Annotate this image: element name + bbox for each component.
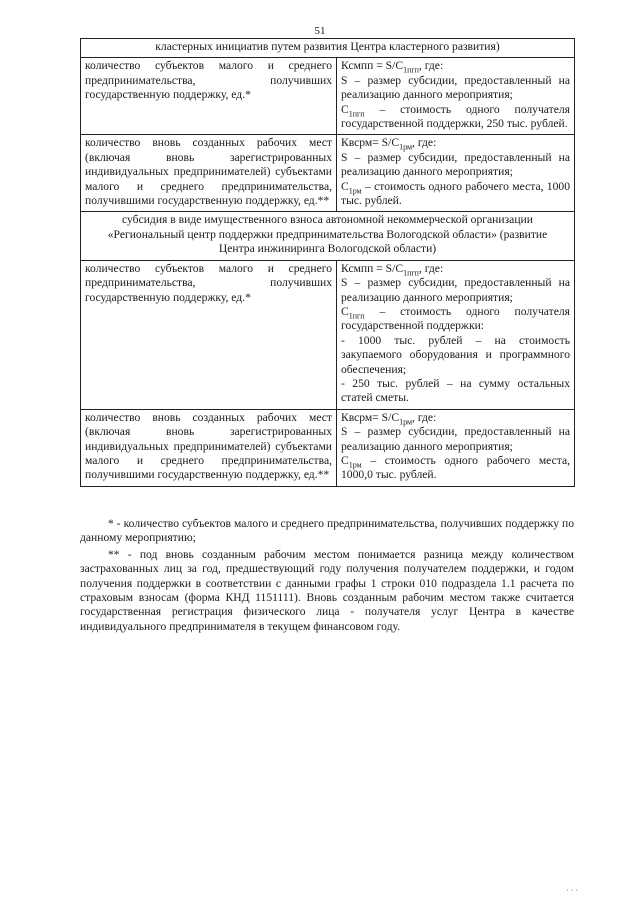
table-row — [81, 409, 575, 486]
scan-mark: · · · — [566, 886, 578, 895]
indicator-cell: количество субъектов малого и среднего предпринимательства, получивших государственную поддержку, ед.* — [81, 58, 337, 135]
table-header-cell: кластерных инициатив путем развития Центра кластерного развития) — [81, 39, 575, 58]
formula-cell — [337, 135, 575, 212]
table-row — [81, 58, 575, 135]
formula-line: Ксмпп = $S/C_{1пгп}$, где: — [341, 59, 444, 75]
c-definition: $C_{1пгп}$ – стоимость одного получателя государственной поддержки: — [341, 304, 570, 333]
formula-cell — [337, 58, 575, 135]
cost-item-other: - 250 тыс. рублей – на сумму остальных статей сметы. — [341, 376, 570, 405]
table-row — [81, 135, 575, 212]
indicator-cell: количество вновь созданных рабочих мест (включая вновь зарегистрированных индивидуальных предпринимателей) субъектами малого и среднего предпринимательства, получившими государственную поддержку, ед.** — [81, 409, 337, 486]
indicator-cell: количество субъектов малого и среднего предпринимательства, получивших государственную поддержку, ед.* — [81, 260, 337, 409]
c-definition: $C_{1рм}$ – стоимость одного рабочего места, 1000,0 тыс. рублей. — [341, 453, 570, 482]
formula-cell — [337, 409, 575, 486]
s-definition: S – размер субсидии, предоставленный на реализацию данного мероприятия; — [341, 73, 570, 102]
s-definition: S – размер субсидии, предоставленный на реализацию данного мероприятия; — [341, 150, 570, 179]
section-header-row — [81, 212, 575, 260]
indicators-table — [80, 38, 575, 487]
table-header-row — [81, 39, 575, 58]
indicator-cell: количество вновь созданных рабочих мест (включая вновь зарегистрированных индивидуальных предпринимателей) субъектами малого и среднего предпринимательства, получившими государственную поддержку, ед.** — [81, 135, 337, 212]
formula-line: Квсрм= $S/C_{1рм}$, где: — [341, 136, 437, 152]
footnote-double-asterisk: ** - под вновь созданным рабочим местом понимается разница между количеством застрахованных лиц за год, предшествующий году получения получателем поддержки, и годом получения поддержки в соответствии с данными графы 1 строки 010 подраздела 1.1 расчета по страховым взносам (форма КНД 1151111). Вновь созданным рабочим местом также считается государственная регистрация физического лица - получателя услуг Центра в качестве индивидуального предпринимателя в текущем финансовом году. — [80, 547, 574, 633]
formula-cell — [337, 260, 575, 409]
s-definition: S – размер субсидии, предоставленный на реализацию данного мероприятия; — [341, 425, 570, 453]
c-definition: $C_{1рм}$ – стоимость одного рабочего места, 1000 тыс. рублей. — [341, 179, 570, 208]
s-definition: S – размер субсидии, предоставленный на реализацию данного мероприятия; — [341, 276, 570, 304]
c-definition: $C_{1пгп}$ – стоимость одного получателя государственной поддержки, 250 тыс. рублей. — [341, 102, 570, 131]
cost-item-equipment: - 1000 тыс. рублей – на стоимость закупаемого оборудования и программного обеспечения; — [341, 333, 570, 376]
table-row — [81, 260, 575, 409]
page-number: 51 — [314, 25, 326, 37]
formula-line: Квсрм= $S/C_{1рм}$, где: — [341, 410, 437, 427]
footnotes — [80, 517, 574, 636]
formula-line: Ксмпп = $S/C_{1пгп}$, где: — [341, 261, 444, 277]
section-header-cell: субсидия в виде имущественного взноса автономной некоммерческой организации «Региональный центр поддержки предпринимательства Вологодской области» (развитие Центра инжиниринга Вологодской области) — [81, 212, 575, 260]
footnote-single-asterisk: * - количество субъектов малого и среднего предпринимательства, получивших поддержку по данному мероприятию; — [80, 517, 574, 545]
